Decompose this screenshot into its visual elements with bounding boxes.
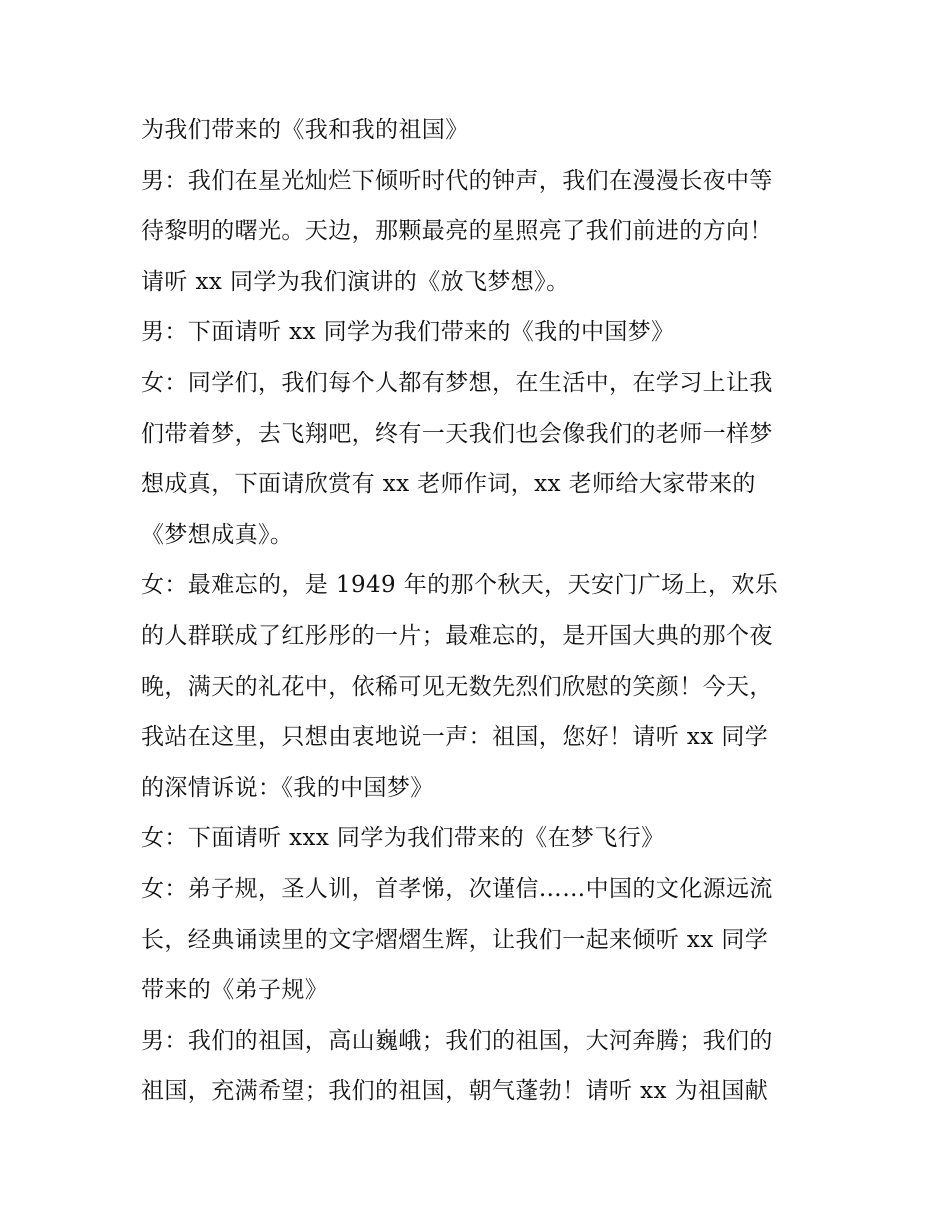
text-line: 男：我们在星光灿烂下倾听时代的钟声，我们在漫漫长夜中等 bbox=[141, 167, 773, 194]
text-line: 祖国，充满希望；我们的祖国，朝气蓬勃！请听 xx 为祖国献 bbox=[141, 1078, 769, 1105]
text-line: 待黎明的曙光。天边，那颗最亮的星照亮了我们前进的方向！ bbox=[141, 218, 773, 245]
text-line: 女：下面请听 xxx 同学为我们带来的《在梦飞行》 bbox=[141, 825, 665, 852]
text-line: 们带着梦，去飞翔吧，终有一天我们也会像我们的老师一样梦 bbox=[141, 420, 773, 447]
text-line: 晚，满天的礼花中，依稀可见无数先烈们欣慰的笑颜！今天， bbox=[141, 673, 773, 700]
text-line: 男：我们的祖国，高山巍峨；我们的祖国，大河奔腾；我们的 bbox=[141, 1027, 773, 1054]
text-line: 的人群联成了红彤彤的一片；最难忘的，是开国大典的那个夜 bbox=[141, 622, 773, 649]
text-line: 女：最难忘的，是 1949 年的那个秋天，天安门广场上，欢乐 bbox=[141, 572, 779, 599]
text-line: 想成真，下面请欣赏有 xx 老师作词，xx 老师给大家带来的 bbox=[141, 471, 756, 498]
text-line: 的深情诉说：《我的中国梦》 bbox=[141, 774, 434, 801]
document-body bbox=[141, 111, 821, 1123]
text-line: 长，经典诵读里的文字熠熠生辉，让我们一起来倾听 xx 同学 bbox=[141, 926, 769, 953]
text-line: 为我们带来的《我和我的祖国》 bbox=[141, 117, 469, 143]
text-line: 《梦想成真》。 bbox=[141, 521, 294, 548]
text-line: 女：弟子规，圣人训，首孝悌，次谨信……中国的文化源远流 bbox=[141, 875, 773, 902]
text-line: 我站在这里，只想由衷地说一声：祖国，您好！请听 xx 同学 bbox=[141, 724, 769, 751]
text-line: 请听 xx 同学为我们演讲的《放飞梦想》。 bbox=[141, 268, 570, 295]
text-line: 带来的《弟子规》 bbox=[141, 977, 329, 1004]
text-line: 男：下面请听 xx 同学为我们带来的《我的中国梦》 bbox=[141, 319, 675, 346]
text-line: 女：同学们，我们每个人都有梦想，在生活中，在学习上让我 bbox=[141, 369, 773, 396]
